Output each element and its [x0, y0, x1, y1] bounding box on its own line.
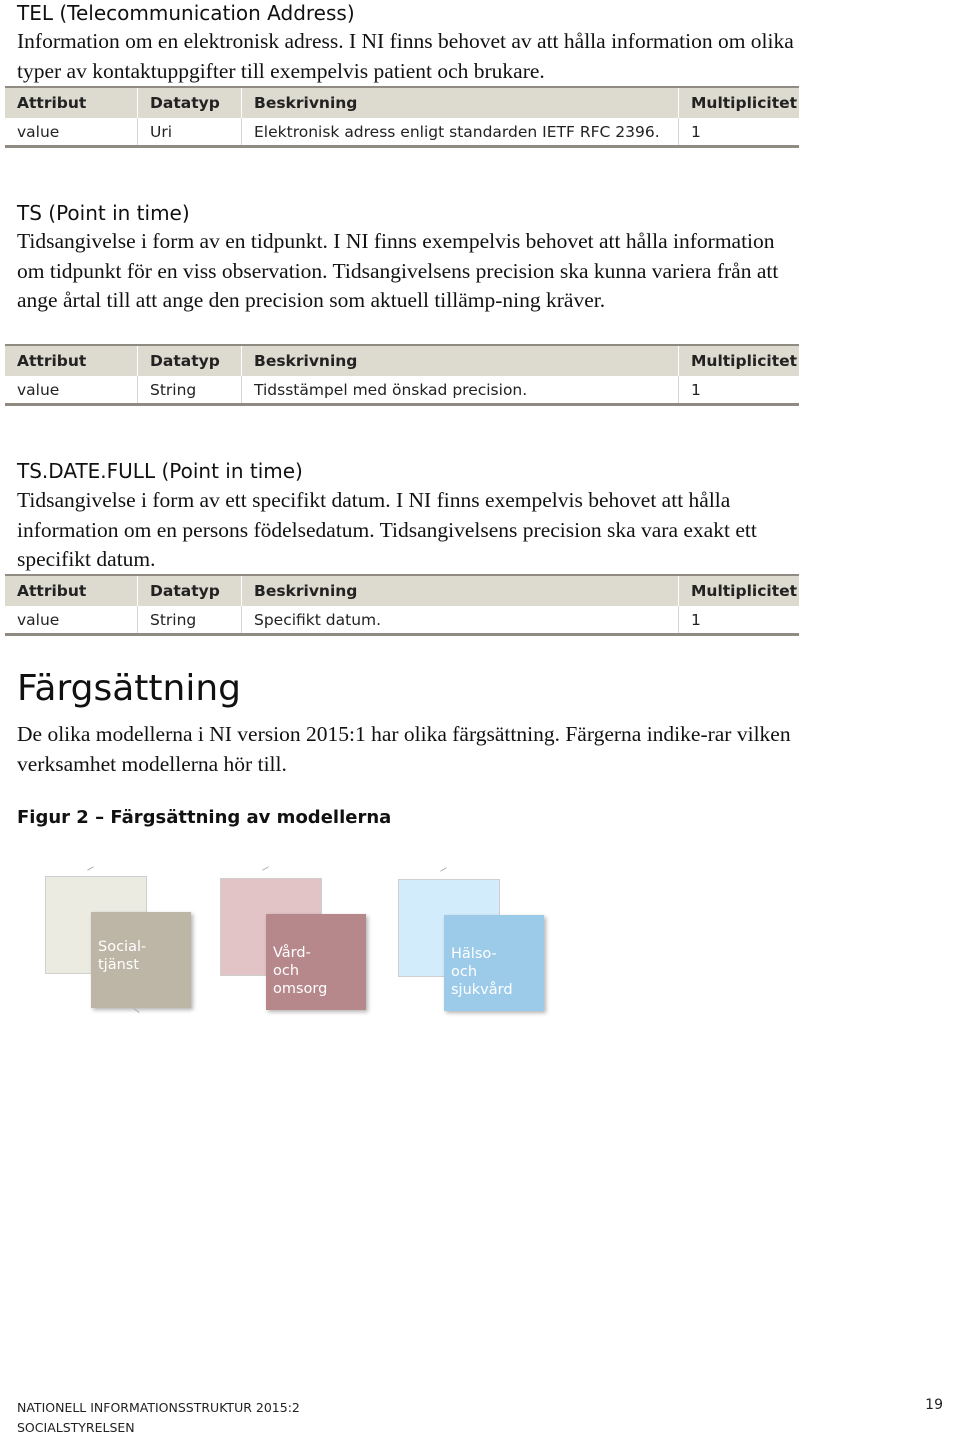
header-multiplicitet: Multiplicitet: [679, 575, 800, 606]
cell-attribut: value: [5, 606, 138, 635]
header-attribut: Attribut: [5, 345, 138, 376]
table-header-row: [5, 345, 799, 376]
header-attribut: Attribut: [5, 87, 138, 118]
cell-datatyp: Uri: [138, 118, 242, 147]
card-front-halso-och-sjukvard: [444, 915, 544, 1011]
cell-multiplicitet: 1: [679, 606, 800, 635]
header-multiplicitet: Multiplicitet: [679, 87, 800, 118]
header-datatyp: Datatyp: [138, 87, 242, 118]
card-front-socialtjanst: [91, 912, 191, 1008]
section-title-tel: TEL (Telecommunication Address): [17, 1, 355, 25]
cell-attribut: value: [5, 118, 138, 147]
cell-multiplicitet: 1: [679, 118, 800, 147]
section-text-tel: Information om en elektronisk adress. I NI finns behovet av att hålla information om olika typer av kontaktuppgifter till exempelvis patient och brukare.: [17, 29, 794, 83]
card-label-line1: Vård-: [273, 945, 311, 961]
heading-fargsattning: Färgsättning: [17, 668, 242, 709]
cell-beskrivning: Specifikt datum.: [242, 606, 679, 635]
table-row: [5, 376, 799, 405]
cell-datatyp: String: [138, 606, 242, 635]
page-number: 19: [925, 1397, 943, 1413]
card-label-line2: tjänst: [98, 957, 140, 973]
header-datatyp: Datatyp: [138, 345, 242, 376]
section-title-ts-date-full: TS.DATE.FULL (Point in time): [17, 459, 303, 483]
footer-publication: NATIONELL INFORMATIONSSTRUKTUR 2015:2: [17, 1400, 300, 1415]
header-datatyp: Datatyp: [138, 575, 242, 606]
attribute-table-ts: [5, 344, 799, 406]
card-label-line2: och: [451, 964, 478, 980]
table-row: [5, 118, 799, 147]
card-label-line2: och: [273, 963, 300, 979]
text-fargsattning: De olika modellerna i NI version 2015:1 har olika färgsättning. Färgerna indike-rar vilken verksamhet modellerna hör till.: [17, 722, 791, 776]
header-multiplicitet: Multiplicitet: [679, 345, 800, 376]
card-label-line1: Hälso-: [451, 946, 497, 962]
table-row: [5, 606, 799, 635]
figure-caption: Figur 2 – Färgsättning av modellerna: [17, 807, 392, 828]
footer-publisher: SOCIALSTYRELSEN: [17, 1420, 135, 1435]
cell-attribut: value: [5, 376, 138, 405]
card-label-line3: omsorg: [273, 981, 328, 997]
header-beskrivning: Beskrivning: [242, 87, 679, 118]
attribute-table-tel: [5, 86, 799, 148]
header-beskrivning: Beskrivning: [242, 345, 679, 376]
card-label-line1: Social-: [98, 939, 147, 955]
header-attribut: Attribut: [5, 575, 138, 606]
crop-mark: [440, 867, 447, 871]
card-front-vard-och-omsorg: [266, 914, 366, 1010]
cell-beskrivning: Tidsstämpel med önskad precision.: [242, 376, 679, 405]
attribute-table-ts-date-full: [5, 574, 799, 636]
section-text-ts: Tidsangivelse i form av en tidpunkt. I NI finns exempelvis behovet att hålla information om tidpunkt för en viss observation. Tidsangivelsens precision ska kunna variera från att ange årtal till att ange den precision som aktuell tillämp-ning kräver.: [17, 229, 779, 312]
table-header-row: [5, 87, 799, 118]
section-text-ts-date-full: Tidsangivelse i form av ett specifikt datum. I NI finns exempelvis behovet att hålla information om en persons födelsedatum. Tidsangivelsens precision ska vara exakt ett specifikt datum.: [17, 488, 757, 571]
table-header-row: [5, 575, 799, 606]
cell-datatyp: String: [138, 376, 242, 405]
crop-mark: [87, 866, 94, 870]
section-title-ts: TS (Point in time): [17, 201, 190, 225]
cell-multiplicitet: 1: [679, 376, 800, 405]
cell-beskrivning: Elektronisk adress enligt standarden IETF RFC 2396.: [242, 118, 679, 147]
card-label-line3: sjukvård: [451, 982, 513, 998]
header-beskrivning: Beskrivning: [242, 575, 679, 606]
crop-mark: [133, 1008, 139, 1013]
crop-mark: [262, 866, 269, 870]
